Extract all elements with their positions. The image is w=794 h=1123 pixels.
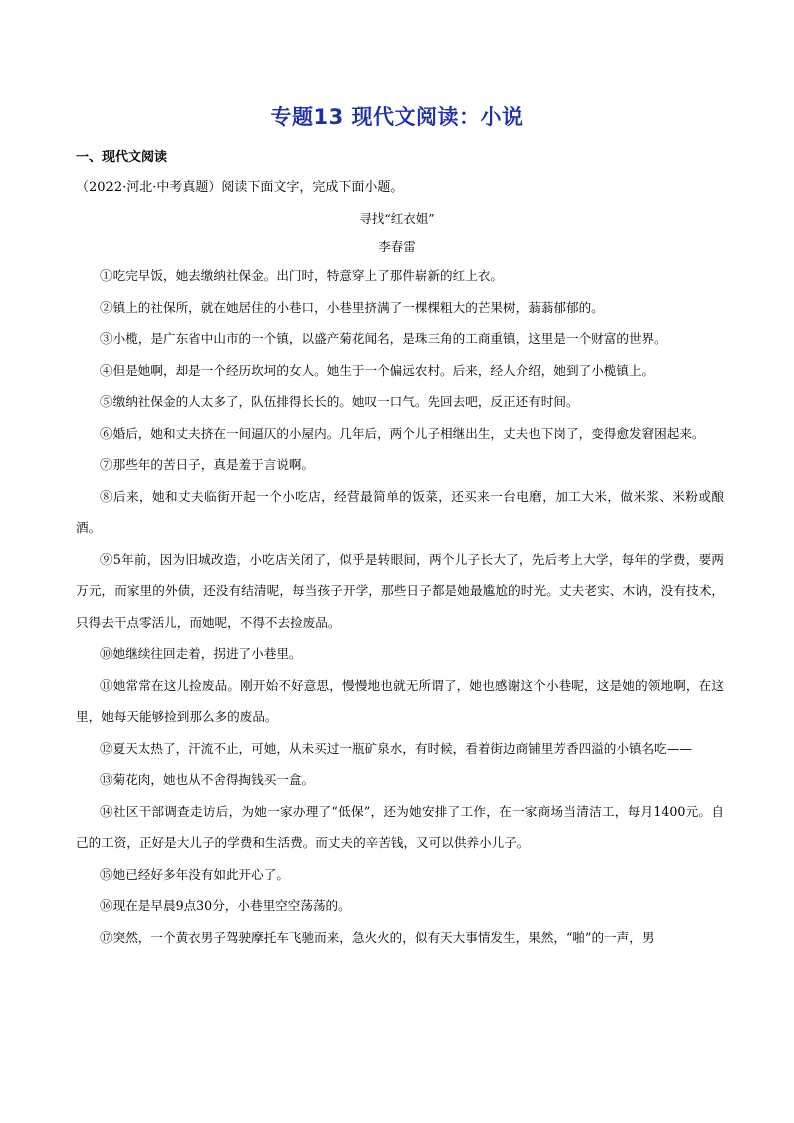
paragraph: ②镇上的社保所，就在她居住的小巷口，小巷里挤满了一棵棵粗大的芒果树，蓊蓊郁郁的。 <box>100 299 604 315</box>
paragraph: ⑥婚后，她和丈夫挤在一间逼仄的小屋内。几年后，两个儿子相继出生，丈夫也下岗了，变得愈发窘困起来。 <box>100 425 705 441</box>
paragraph: ⑭社区干部调查走访后，为她一家办理了“低保”，还为她安排了工作，在一家商场当清洁工，每月1400元。自己的工资，正好是大儿子的学费和生活费。而丈夫的辛苦钱，又可以供养小儿子。 <box>76 803 724 850</box>
paragraph: ⑬菊花肉，她也从不舍得掏钱买一盒。 <box>100 772 315 787</box>
page-title: 专题13 现代文阅读：小说 <box>270 105 524 129</box>
section-heading: 一、现代文阅读 <box>76 150 168 165</box>
paragraph: ⑦那些年的苦日子，真是羞于言说啊。 <box>100 457 315 472</box>
paragraph: ⑫夏天太热了，汗流不止，可她，从未买过一瓶矿泉水，有时候，看着街边商铺里芳香四溢的小镇名吃—— <box>100 740 692 756</box>
paragraph: ⑨5年前，因为旧城改造，小吃店关闭了，似乎是转眼间，两个儿子长大了，先后考上大学，每年的学费，要两万元，而家里的外债，还没有结清呢，每当孩子开学，那些日子都是她最尴尬的时光。丈夫老实、木讷，没有技术，只得去干点零活儿，而她呢，不得不去捡废品。 <box>76 551 724 630</box>
story-body <box>76 260 724 953</box>
paragraph: ④但是她啊，却是一个经历坎坷的女人。她生于一个偏远农村。后来，经人介绍，她到了小榄镇上。 <box>100 362 655 378</box>
paragraph: ⑪她常常在这儿捡废品。刚开始不好意思，慢慢地也就无所谓了，她也感谢这个小巷呢，这是她的领地啊，在这里，她每天能够捡到那么多的废品。 <box>76 677 724 724</box>
question-intro: （2022·河北·中考真题）阅读下面文字，完成下面小题。 <box>76 180 404 195</box>
paragraph: ⑮她已经好多年没有如此开心了。 <box>100 866 289 882</box>
story-author: 李春雷 <box>378 239 416 254</box>
story-title: 寻找“红衣姐” <box>359 211 435 226</box>
paragraph: ⑯现在是早晨9点30分，小巷里空空荡荡的。 <box>100 898 351 913</box>
paragraph: ⑧后来，她和丈夫临街开起一个小吃店，经营最简单的饭菜，还买来一台电磨，加工大米，做米浆、米粉或酿酒。 <box>76 488 724 535</box>
paragraph: ⑤缴纳社保金的人太多了，队伍排得长长的。她叹一口气。先回去吧，反正还有时间。 <box>100 394 579 409</box>
paragraph: ③小榄，是广东省中山市的一个镇，以盛产菊花闻名，是珠三角的工商重镇，这里是一个财富的世界。 <box>100 331 667 346</box>
paragraph: ⑰突然，一个黄衣男子驾驶摩托车飞驰而来，急火火的，似有天大事情发生，果然，“啪”的一声，男 <box>100 929 655 945</box>
paragraph: ⑩她继续往回走着，拐进了小巷里。 <box>100 646 302 661</box>
paragraph: ①吃完早饭，她去缴纳社保金。出门时，特意穿上了那件崭新的红上衣。 <box>100 268 503 283</box>
